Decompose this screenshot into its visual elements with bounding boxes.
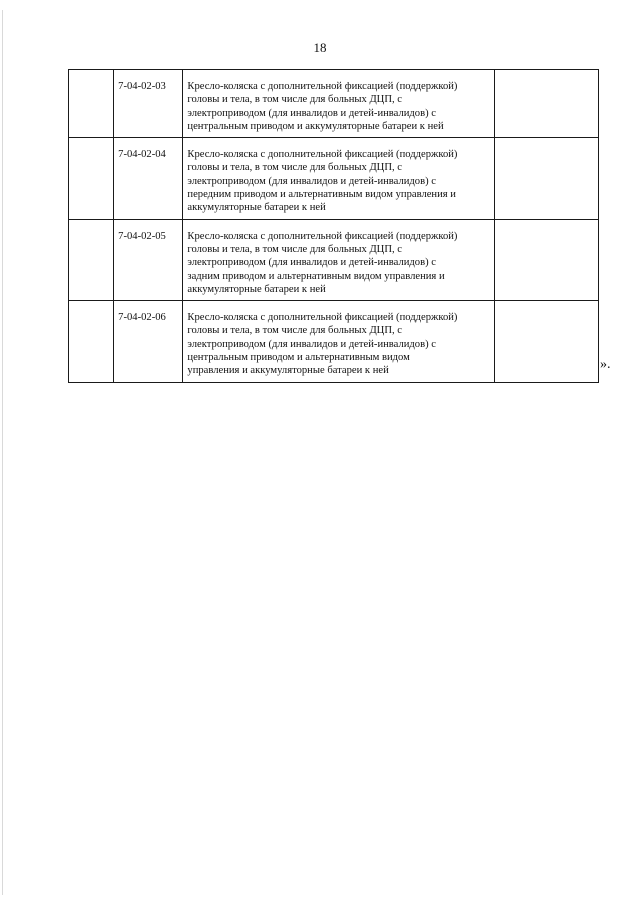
table-row [69, 70, 599, 138]
empty-cell [494, 301, 598, 382]
description-line: задним приводом и альтернативным видом управления и [187, 270, 445, 282]
item-description [183, 219, 494, 300]
item-code: 7-04-02-06 [114, 301, 183, 382]
empty-cell [69, 138, 114, 219]
empty-cell [494, 219, 598, 300]
description-line: головы и тела, в том числе для больных ДЦП, с [187, 162, 402, 174]
closing-quote: ». [600, 357, 611, 372]
description-line: аккумуляторные батареи к ней [187, 202, 326, 214]
table-row [69, 219, 599, 300]
description-line: электроприводом (для инвалидов и детей-инвалидов) с [187, 338, 436, 350]
empty-cell [494, 70, 598, 138]
item-code: 7-04-02-05 [114, 219, 183, 300]
document-table [68, 69, 599, 383]
description-line: Кресло-коляска с дополнительной фиксацией (поддержкой) [187, 149, 458, 161]
empty-cell [69, 301, 114, 382]
description-line: электроприводом (для инвалидов и детей-инвалидов) с [187, 257, 436, 269]
item-description [183, 138, 494, 219]
description-line: электроприводом (для инвалидов и детей-инвалидов) с [187, 107, 436, 119]
empty-cell [69, 219, 114, 300]
description-line: электроприводом (для инвалидов и детей-инвалидов) с [187, 175, 436, 187]
table-row [69, 138, 599, 219]
description-line: головы и тела, в том числе для больных ДЦП, с [187, 243, 402, 255]
page-number: 18 [313, 40, 327, 55]
item-description [183, 301, 494, 382]
item-description [183, 70, 494, 138]
description-line: управления и аккумуляторные батареи к ней [187, 365, 389, 377]
description-line: головы и тела, в том числе для больных ДЦП, с [187, 325, 402, 337]
item-code: 7-04-02-03 [114, 70, 183, 138]
description-line: головы и тела, в том числе для больных ДЦП, с [187, 94, 402, 106]
empty-cell [494, 138, 598, 219]
description-line: Кресло-коляска с дополнительной фиксацией (поддержкой) [187, 81, 458, 92]
description-line: передним приводом и альтернативным видом управления и [187, 189, 456, 201]
item-code: 7-04-02-04 [114, 138, 183, 219]
page-edge-line [2, 10, 3, 895]
description-line: аккумуляторные батареи к ней [187, 283, 326, 295]
description-line: Кресло-коляска с дополнительной фиксацией (поддержкой) [187, 230, 458, 242]
description-line: Кресло-коляска с дополнительной фиксацией (поддержкой) [187, 312, 458, 324]
table-row [69, 301, 599, 382]
description-line: центральным приводом и аккумуляторные батареи к ней [187, 120, 444, 132]
description-line: центральным приводом и альтернативным видом [187, 352, 410, 364]
empty-cell [69, 70, 114, 138]
